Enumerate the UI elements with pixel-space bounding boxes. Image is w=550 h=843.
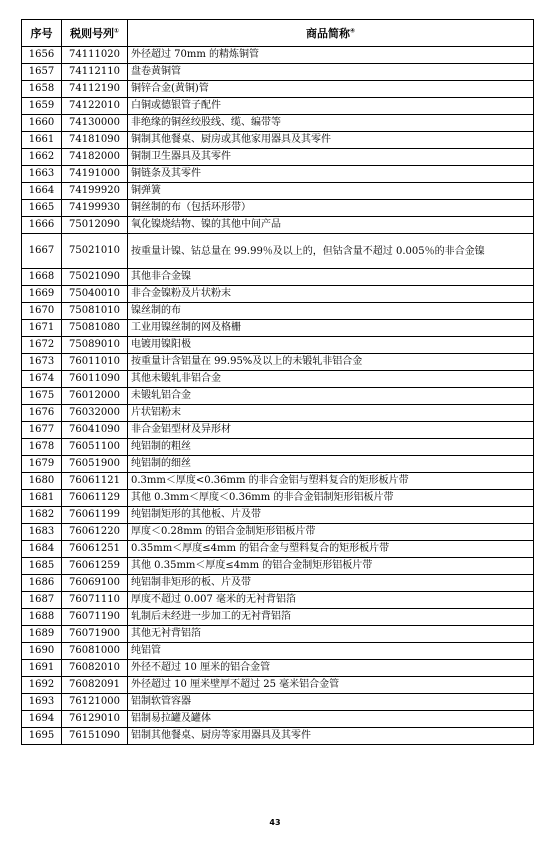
row-seq-cell: 1694 [22, 711, 62, 728]
row-code-cell: 76061129 [62, 490, 128, 507]
row-code-cell: 76011090 [62, 371, 128, 388]
row-seq-cell: 1691 [22, 660, 62, 677]
row-seq-cell: 1660 [22, 115, 62, 132]
row-seq-cell: 1670 [22, 303, 62, 320]
row-code-cell: 74111020 [62, 47, 128, 64]
table-row [22, 81, 534, 98]
table-row [22, 541, 534, 558]
table-row [22, 575, 534, 592]
row-code-cell: 76081000 [62, 643, 128, 660]
page-number: 43 [269, 818, 281, 827]
table-row [22, 234, 534, 269]
row-seq-cell: 1671 [22, 320, 62, 337]
row-code-cell: 76051900 [62, 456, 128, 473]
row-name-cell: 外径超过 70mm 的精炼铜管 [128, 47, 534, 64]
row-seq-cell: 1682 [22, 507, 62, 524]
header-seq [22, 20, 62, 47]
row-seq-cell: 1658 [22, 81, 62, 98]
row-code-cell: 76061251 [62, 541, 128, 558]
table-row [22, 320, 534, 337]
row-code-cell: 74130000 [62, 115, 128, 132]
row-name-cell: 盘卷黄铜管 [128, 64, 534, 81]
row-seq-cell: 1669 [22, 286, 62, 303]
row-seq-cell: 1678 [22, 439, 62, 456]
row-seq-cell: 1656 [22, 47, 62, 64]
table-row [22, 405, 534, 422]
row-name-cell: 0.35mm＜厚度≤4mm 的铝合金与塑料复合的矩形板片带 [128, 541, 534, 558]
row-name-cell: 轧制后未经进一步加工的无衬背铝箔 [128, 609, 534, 626]
row-code-cell: 75021090 [62, 269, 128, 286]
row-seq-cell: 1693 [22, 694, 62, 711]
table-row [22, 47, 534, 64]
row-code-cell: 76041090 [62, 422, 128, 439]
row-name-cell: 未锻轧铝合金 [128, 388, 534, 405]
table-row [22, 166, 534, 183]
row-name-cell: 其他 0.35mm＜厚度≤4mm 的铝合金制矩形铝板片带 [128, 558, 534, 575]
row-code-cell: 76011010 [62, 354, 128, 371]
table-row [22, 592, 534, 609]
table-row [22, 626, 534, 643]
row-seq-cell: 1683 [22, 524, 62, 541]
row-seq-cell: 1692 [22, 677, 62, 694]
row-name-cell: 其他非合金镍 [128, 269, 534, 286]
row-seq-cell: 1689 [22, 626, 62, 643]
row-seq-cell: 1681 [22, 490, 62, 507]
row-name-cell: 铜链条及其零件 [128, 166, 534, 183]
table-body [22, 47, 534, 745]
row-seq-cell: 1663 [22, 166, 62, 183]
row-seq-cell: 1674 [22, 371, 62, 388]
row-code-cell: 76071190 [62, 609, 128, 626]
row-seq-cell: 1695 [22, 728, 62, 745]
table-row [22, 354, 534, 371]
table-row [22, 473, 534, 490]
table-row [22, 286, 534, 303]
row-name-cell: 铜制卫生器具及其零件 [128, 149, 534, 166]
row-seq-cell: 1666 [22, 217, 62, 234]
row-name-cell: 白铜或德银管子配件 [128, 98, 534, 115]
row-code-cell: 76069100 [62, 575, 128, 592]
row-code-cell: 76061259 [62, 558, 128, 575]
row-code-cell: 74112110 [62, 64, 128, 81]
row-name-cell: 铜锌合金(黄铜)管 [128, 81, 534, 98]
row-name-cell: 铝制易拉罐及罐体 [128, 711, 534, 728]
table-row [22, 149, 534, 166]
table-row [22, 371, 534, 388]
row-name-cell: 纯铝制非矩形的板、片及带 [128, 575, 534, 592]
table-row [22, 132, 534, 149]
row-seq-cell: 1668 [22, 269, 62, 286]
row-name-cell: 氧化镍烧结物、镍的其他中间产品 [128, 217, 534, 234]
row-code-cell: 74191000 [62, 166, 128, 183]
row-seq-cell: 1687 [22, 592, 62, 609]
row-code-cell: 74199920 [62, 183, 128, 200]
row-code-cell: 76061220 [62, 524, 128, 541]
row-code-cell: 76129010 [62, 711, 128, 728]
table-row [22, 558, 534, 575]
row-name-cell: 片状铝粉末 [128, 405, 534, 422]
table-row [22, 524, 534, 541]
row-code-cell: 75040010 [62, 286, 128, 303]
header-code-footnote-marker: ① [113, 27, 120, 35]
row-seq-cell: 1685 [22, 558, 62, 575]
header-code [62, 20, 128, 47]
table-row [22, 728, 534, 745]
row-code-cell: 74181090 [62, 132, 128, 149]
row-seq-cell: 1677 [22, 422, 62, 439]
table-row [22, 115, 534, 132]
row-name-cell: 厚度不超过 0.007 毫米的无衬背铝箔 [128, 592, 534, 609]
row-name-cell: 镍丝制的布 [128, 303, 534, 320]
row-code-cell: 76071900 [62, 626, 128, 643]
row-code-cell: 75012090 [62, 217, 128, 234]
row-seq-cell: 1686 [22, 575, 62, 592]
tariff-table [21, 19, 534, 745]
row-name-cell: 其他 0.3mm＜厚度＜0.36mm 的非合金铝制矩形铝板片带 [128, 490, 534, 507]
table-row [22, 388, 534, 405]
row-name-cell: 纯铝制的细丝 [128, 456, 534, 473]
row-seq-cell: 1657 [22, 64, 62, 81]
table-row [22, 269, 534, 286]
row-code-cell: 74199930 [62, 200, 128, 217]
row-name-cell: 按重量计镍、钴总量在 99.99％及以上的，但钴含量不超过 0.005％的非合金镍 [128, 234, 534, 269]
row-name-cell: 非合金铝型材及异形材 [128, 422, 534, 439]
table-row [22, 303, 534, 320]
row-code-cell: 75089010 [62, 337, 128, 354]
row-code-cell: 75081010 [62, 303, 128, 320]
row-name-cell: 非合金镍粉及片状粉末 [128, 286, 534, 303]
row-code-cell: 75081080 [62, 320, 128, 337]
row-name-cell: 电镀用镍阳极 [128, 337, 534, 354]
table-row [22, 694, 534, 711]
table-row [22, 711, 534, 728]
table-header [22, 20, 534, 47]
header-code-label: 税则号列 [69, 27, 114, 40]
row-code-cell: 76151090 [62, 728, 128, 745]
row-code-cell: 76082091 [62, 677, 128, 694]
row-seq-cell: 1676 [22, 405, 62, 422]
row-name-cell: 工业用镍丝制的网及格栅 [128, 320, 534, 337]
row-name-cell: 0.3mm＜厚度<0.36mm 的非合金铝与塑料复合的矩形板片带 [128, 473, 534, 490]
row-name-cell: 纯铝制矩形的其他板、片及带 [128, 507, 534, 524]
row-seq-cell: 1684 [22, 541, 62, 558]
row-code-cell: 76032000 [62, 405, 128, 422]
table-row [22, 422, 534, 439]
table-row [22, 439, 534, 456]
row-seq-cell: 1680 [22, 473, 62, 490]
row-code-cell: 76012000 [62, 388, 128, 405]
row-name-cell: 纯铝制的粗丝 [128, 439, 534, 456]
table-row [22, 677, 534, 694]
row-name-cell: 其他未锻轧非铝合金 [128, 371, 534, 388]
row-name-cell: 外径超过 10 厘米壁厚不超过 25 毫米铝合金管 [128, 677, 534, 694]
table-row [22, 217, 534, 234]
row-seq-cell: 1679 [22, 456, 62, 473]
table-row [22, 456, 534, 473]
row-name-cell: 铜丝制的布（包括环形带） [128, 200, 534, 217]
row-name-cell: 非绝缘的铜丝绞股线、缆、编带等 [128, 115, 534, 132]
table-row [22, 643, 534, 660]
row-name-cell: 按重量计含铝量在 99.95%及以上的未锻轧非铝合金 [128, 354, 534, 371]
row-name-cell: 厚度＜0.28mm 的铝合金制矩形铝板片带 [128, 524, 534, 541]
row-code-cell: 76082010 [62, 660, 128, 677]
row-code-cell: 74182000 [62, 149, 128, 166]
header-name-label: 商品简称 [305, 27, 350, 40]
table-row [22, 98, 534, 115]
row-seq-cell: 1661 [22, 132, 62, 149]
table-row [22, 64, 534, 81]
row-name-cell: 外径不超过 10 厘米的铝合金管 [128, 660, 534, 677]
row-code-cell: 75021010 [62, 234, 128, 269]
row-seq-cell: 1672 [22, 337, 62, 354]
row-seq-cell: 1690 [22, 643, 62, 660]
tariff-table-container [21, 19, 533, 745]
header-name-footnote-marker: ④ [349, 27, 356, 35]
row-name-cell: 纯铝管 [128, 643, 534, 660]
row-seq-cell: 1665 [22, 200, 62, 217]
row-code-cell: 76121000 [62, 694, 128, 711]
table-row [22, 507, 534, 524]
header-row [22, 20, 534, 47]
header-name [128, 20, 534, 47]
table-row [22, 490, 534, 507]
header-seq-label: 序号 [30, 27, 53, 40]
row-code-cell: 74122010 [62, 98, 128, 115]
row-seq-cell: 1667 [22, 234, 62, 269]
row-seq-cell: 1659 [22, 98, 62, 115]
table-row [22, 337, 534, 354]
row-seq-cell: 1664 [22, 183, 62, 200]
table-row [22, 609, 534, 626]
row-name-cell: 铜制其他餐桌、厨房或其他家用器具及其零件 [128, 132, 534, 149]
table-row [22, 200, 534, 217]
row-code-cell: 76061121 [62, 473, 128, 490]
row-code-cell: 74112190 [62, 81, 128, 98]
table-row [22, 660, 534, 677]
row-seq-cell: 1675 [22, 388, 62, 405]
row-code-cell: 76051100 [62, 439, 128, 456]
row-name-cell: 铝制其他餐桌、厨房等家用器具及其零件 [128, 728, 534, 745]
row-code-cell: 76061199 [62, 507, 128, 524]
table-row [22, 183, 534, 200]
row-name-cell: 铝制软管容器 [128, 694, 534, 711]
row-seq-cell: 1673 [22, 354, 62, 371]
row-name-cell: 铜弹簧 [128, 183, 534, 200]
row-code-cell: 76071110 [62, 592, 128, 609]
row-seq-cell: 1688 [22, 609, 62, 626]
row-seq-cell: 1662 [22, 149, 62, 166]
row-name-cell: 其他无衬背铝箔 [128, 626, 534, 643]
